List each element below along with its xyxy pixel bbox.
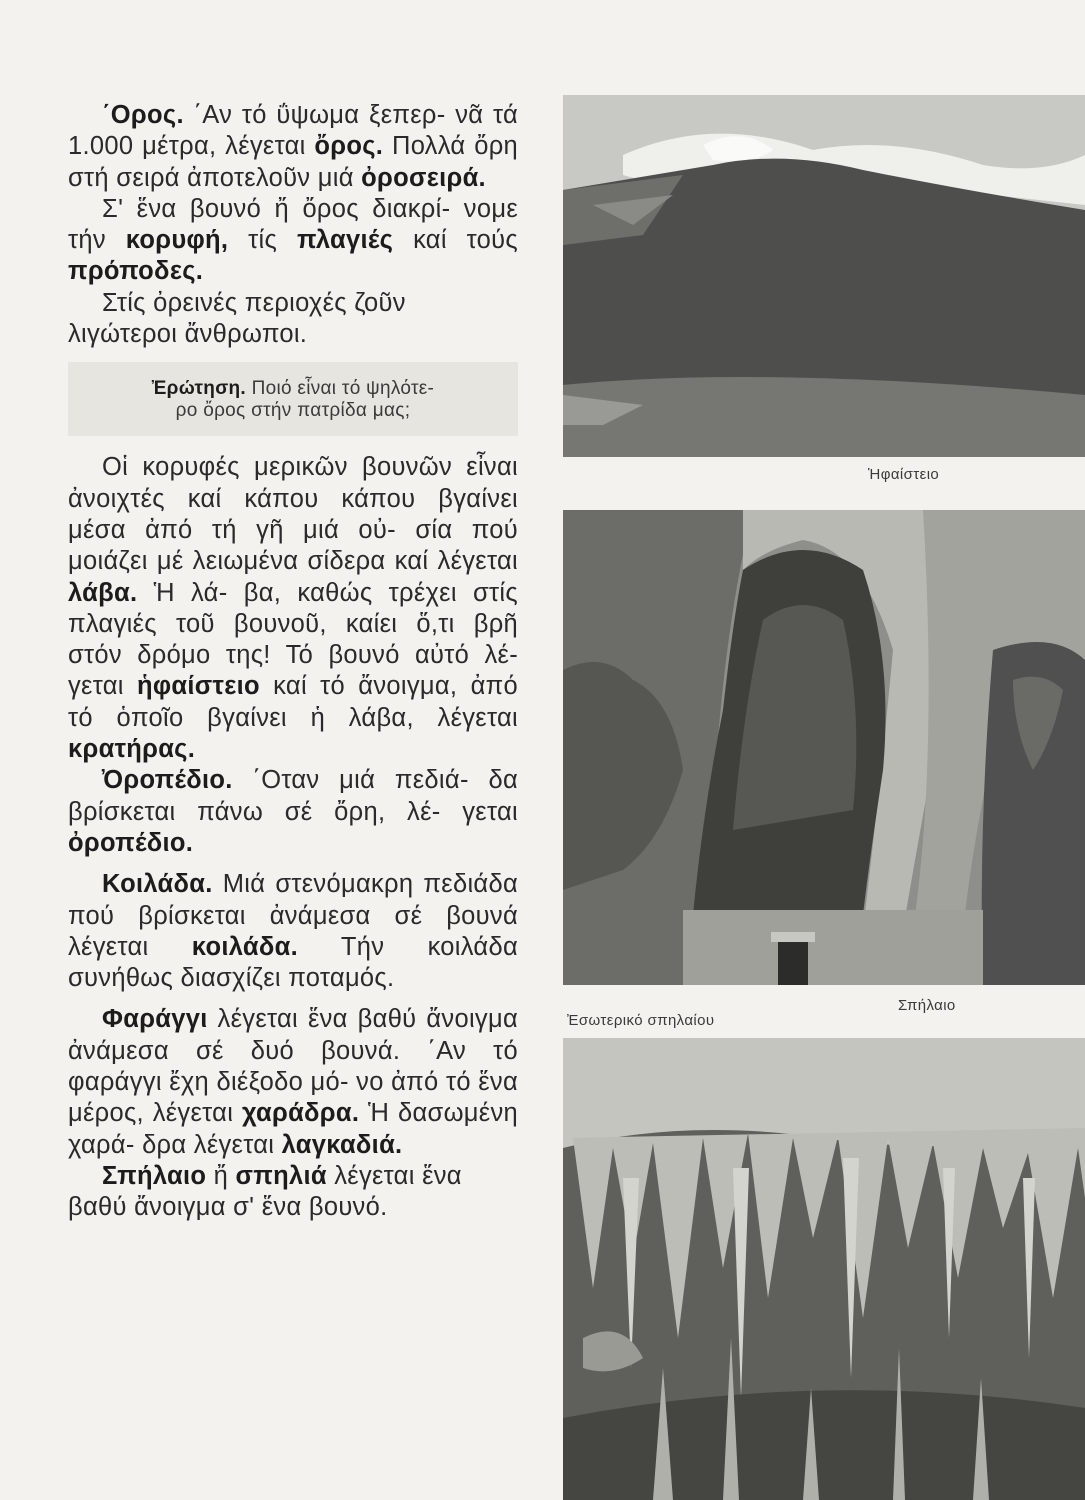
caption-volcano: Ἡφαίστειο [868,466,940,483]
question-label: Ἐρώτηση. [151,378,246,400]
cave-photo [563,510,1085,985]
cave-interior-photo [563,1038,1085,1500]
paragraph-plateau: Ὀροπέδιο. ΄Οταν μιά πεδιά- δα βρίσκεται πάνω σέ ὄρη, λέ- γεται ὀροπέδιο. [68,766,518,857]
term-valley: Κοιλάδα. [102,870,213,899]
paragraph-mountain-people: Στίς ὀρεινές περιοχές ζοῦν λιγώτεροι ἄνθρωποι. [68,288,406,349]
paragraph-valley: Κοιλάδα. Μιά στενόμακρη πεδιάδα πού βρίσκεται ἀνάμεσα σέ βουνά λέγεται κοιλάδα. Τήν κοιλάδα συνήθως διασχίζει ποταμός. [68,870,518,993]
paragraph-mountain: ΄Ορος. ΄Αν τό ΰψωμα ξεπερ- νᾶ τά 1.000 μέτρα, λέγεται ὄρος. Πολλά ὄρη στή σειρά ἀποτελοῦν μιά ὀροσειρά. [68,101,519,192]
term-mountain: ΄Ορος. [102,101,184,129]
term-gorge: Φαράγγι [102,1005,208,1034]
paragraph-cave: Σπήλαιο ἤ σπηλιά λέγεται ἕνα βαθύ ἄνοιγμα σ' ἕνα βουνό. [68,1161,462,1222]
paragraph-gorge: Φαράγγι λέγεται ἕνα βαθύ ἄνοιγμα ἀνάμεσα σέ δυό βουνά. ΄Αν τό φαράγγι ἔχη διέξοδο μό- νο ἀπό τό ἕνα μέρος, λέγεται χαράδρα. Ἡ δασωμένη χαρά- δρα λέγεται λαγκαδιά. [68,1005,518,1159]
caption-cave: Σπήλαιο [898,997,956,1014]
question-line-1: Ποιό εἶναι τό ψηλότε- [245,378,435,400]
term-cave-alt: σπηλιά [235,1161,327,1190]
question-box [68,362,518,436]
question-line-2: ρο ὄρος στήν πατρίδα μας; [175,400,411,422]
volcano-photo [563,95,1085,457]
paragraph-volcano: Οἱ κορυφές μερικῶν βουνῶν εἶναι ἀνοιχτές καί κάπου κάπου βγαίνει μέσα ἀπό τή γῆ μιά οὐ- σία πού μοιάζει μέ λειωμένα σίδερα καί λέγεται λάβα. Ἡ λά- βα, καθώς τρέχει στίς πλαγιές τοῦ βουνοῦ, καίει ὅ,τι βρῆ στόν δρόμο της! Τό βουνό αὐτό λέ- γεται ἡφαίστειο καί τό ἄνοιγμα, ἀπό τό ὁποῖο βγαίνει ἡ λάβα, λέγεται κρατήρας. [68,453,518,764]
term-plateau: Ὀροπέδιο. [102,766,233,795]
main-text-column [68,100,518,1224]
term-cave: Σπήλαιο [102,1161,207,1190]
paragraph-mountain-parts: Σ' ἕνα βουνό ἤ ὄρος διακρί- νομε τήν κορυφή, τίς πλαγιές καί τούς πρόποδες. [68,194,518,286]
caption-cave-interior: Ἐσωτερικό σπηλαίου [567,1012,715,1029]
